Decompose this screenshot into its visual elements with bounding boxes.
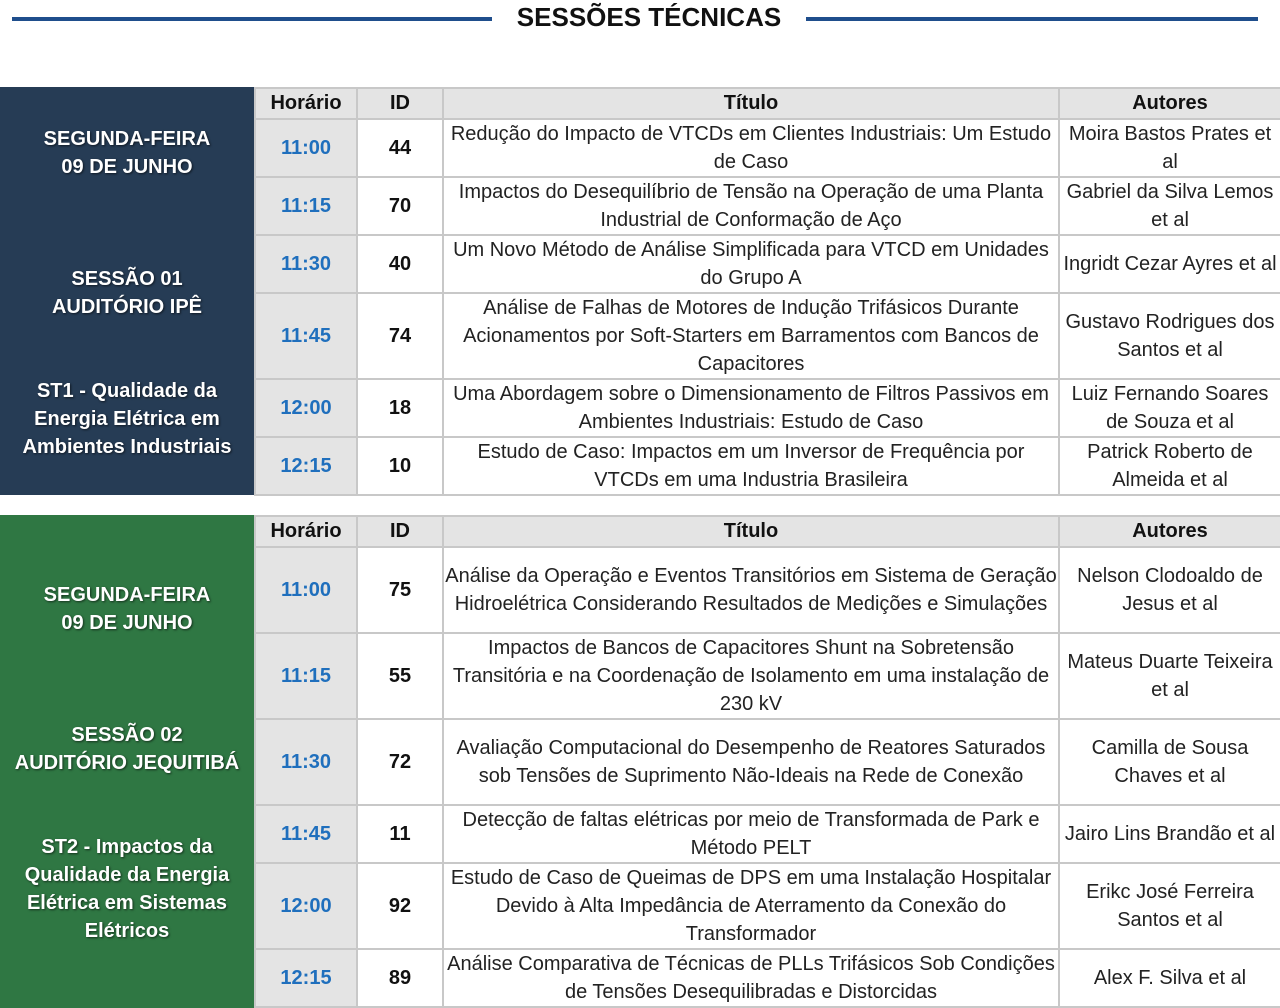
session-block-2 — [0, 515, 1280, 1008]
authors-cell: Moira Bastos Prates et al — [1059, 119, 1280, 177]
table-header-row — [255, 88, 1280, 119]
time-cell: 11:15 — [255, 633, 357, 719]
id-cell: 72 — [357, 719, 443, 805]
topic-line: ST2 - Impactos da — [41, 836, 213, 858]
authors-cell: Mateus Duarte Teixeira et al — [1059, 633, 1280, 719]
title-cell: Análise de Falhas de Motores de Indução Trifásicos Durante Acionamentos por Soft-Starters em Barramentos com Bancos de Capacitores — [443, 293, 1059, 379]
id-cell: 55 — [357, 633, 443, 719]
table-row — [255, 293, 1280, 379]
day-label: SEGUNDA-FEIRA — [43, 128, 211, 150]
title-cell: Avaliação Computacional do Desempenho de Reatores Saturados sob Tensões de Suprimento Não-Ideais na Rede de Conexão — [443, 719, 1059, 805]
table-row — [255, 949, 1280, 1007]
authors-cell: Gustavo Rodrigues dos Santos et al — [1059, 293, 1280, 379]
table-row — [255, 235, 1280, 293]
page-title: SESSÕES TÉCNICAS — [516, 2, 782, 32]
title-cell: Estudo de Caso de Queimas de DPS em uma Instalação Hospitalar Devido à Alta Impedância de Aterramento da Conexão do Transformador — [443, 863, 1059, 949]
column-header-time: Horário — [255, 516, 357, 547]
title-cell: Impactos de Bancos de Capacitores Shunt na Sobretensão Transitória e na Coordenação de Isolamento em uma instalação de 230 kV — [443, 633, 1059, 719]
id-cell: 75 — [357, 547, 443, 633]
date-label: 09 DE JUNHO — [61, 156, 193, 178]
topic-line: Elétricos — [84, 920, 170, 942]
authors-cell: Ingridt Cezar Ayres et al — [1059, 235, 1280, 293]
table-row — [255, 863, 1280, 949]
authors-cell: Alex F. Silva et al — [1059, 949, 1280, 1007]
title-cell: Estudo de Caso: Impactos em um Inversor de Frequência por VTCDs em uma Industria Brasileira — [443, 437, 1059, 495]
table-row — [255, 633, 1280, 719]
header-rule-left — [12, 17, 492, 21]
id-cell: 11 — [357, 805, 443, 863]
authors-cell: Erikc José Ferreira Santos et al — [1059, 863, 1280, 949]
column-header-time: Horário — [255, 88, 357, 119]
column-header-id: ID — [357, 516, 443, 547]
schedule-table — [254, 515, 1280, 1008]
time-cell: 12:00 — [255, 863, 357, 949]
day-label: SEGUNDA-FEIRA — [43, 584, 211, 606]
title-cell: Detecção de faltas elétricas por meio de Transformada de Park e Método PELT — [443, 805, 1059, 863]
title-cell: Análise da Operação e Eventos Transitórios em Sistema de Geração Hidroelétrica Considerando Resultados de Medições e Simulações — [443, 547, 1059, 633]
topic-line: Energia Elétrica em — [34, 408, 220, 430]
authors-cell: Nelson Clodoaldo de Jesus et al — [1059, 547, 1280, 633]
table-row — [255, 805, 1280, 863]
session-number: SESSÃO 01 — [71, 268, 183, 290]
session-sidebar — [0, 515, 254, 1008]
authors-cell: Jairo Lins Brandão et al — [1059, 805, 1280, 863]
authors-cell: Patrick Roberto de Almeida et al — [1059, 437, 1280, 495]
authors-cell: Camilla de Sousa Chaves et al — [1059, 719, 1280, 805]
column-header-id: ID — [357, 88, 443, 119]
table-row — [255, 379, 1280, 437]
id-cell: 40 — [357, 235, 443, 293]
topic-line: Qualidade da Energia — [24, 864, 230, 886]
time-cell: 11:30 — [255, 235, 357, 293]
id-cell: 92 — [357, 863, 443, 949]
column-header-title: Título — [443, 88, 1059, 119]
session-room: AUDITÓRIO IPÊ — [51, 296, 202, 318]
session-block-1 — [0, 87, 1280, 495]
time-cell: 11:45 — [255, 293, 357, 379]
id-cell: 18 — [357, 379, 443, 437]
id-cell: 10 — [357, 437, 443, 495]
title-cell: Análise Comparativa de Técnicas de PLLs Trifásicos Sob Condições de Tensões Desequilibradas e Distorcidas — [443, 949, 1059, 1007]
time-cell: 11:15 — [255, 177, 357, 235]
title-cell: Impactos do Desequilíbrio de Tensão na Operação de uma Planta Industrial de Conformação de Aço — [443, 177, 1059, 235]
time-cell: 11:00 — [255, 547, 357, 633]
table-row — [255, 119, 1280, 177]
header-rule-right — [806, 17, 1258, 21]
column-header-authors: Autores — [1059, 516, 1280, 547]
authors-cell: Luiz Fernando Soares de Souza et al — [1059, 379, 1280, 437]
session-room: AUDITÓRIO JEQUITIBÁ — [14, 752, 240, 774]
title-cell: Um Novo Método de Análise Simplificada para VTCD em Unidades do Grupo A — [443, 235, 1059, 293]
date-label: 09 DE JUNHO — [61, 612, 193, 634]
id-cell: 70 — [357, 177, 443, 235]
schedule-table — [254, 87, 1280, 496]
time-cell: 11:00 — [255, 119, 357, 177]
table-row — [255, 719, 1280, 805]
id-cell: 44 — [357, 119, 443, 177]
authors-cell: Gabriel da Silva Lemos et al — [1059, 177, 1280, 235]
table-header-row — [255, 516, 1280, 547]
title-cell: Redução do Impacto de VTCDs em Clientes Industriais: Um Estudo de Caso — [443, 119, 1059, 177]
session-sidebar — [0, 87, 254, 495]
title-cell: Uma Abordagem sobre o Dimensionamento de Filtros Passivos em Ambientes Industriais: Estudo de Caso — [443, 379, 1059, 437]
id-cell: 89 — [357, 949, 443, 1007]
column-header-title: Título — [443, 516, 1059, 547]
time-cell: 11:45 — [255, 805, 357, 863]
table-row — [255, 437, 1280, 495]
topic-line: Ambientes Industriais — [22, 436, 232, 458]
column-header-authors: Autores — [1059, 88, 1280, 119]
time-cell: 11:30 — [255, 719, 357, 805]
id-cell: 74 — [357, 293, 443, 379]
time-cell: 12:00 — [255, 379, 357, 437]
time-cell: 12:15 — [255, 437, 357, 495]
time-cell: 12:15 — [255, 949, 357, 1007]
topic-line: Elétrica em Sistemas — [26, 892, 228, 914]
table-row — [255, 177, 1280, 235]
table-row — [255, 547, 1280, 633]
session-number: SESSÃO 02 — [71, 724, 183, 746]
topic-line: ST1 - Qualidade da — [36, 380, 218, 402]
